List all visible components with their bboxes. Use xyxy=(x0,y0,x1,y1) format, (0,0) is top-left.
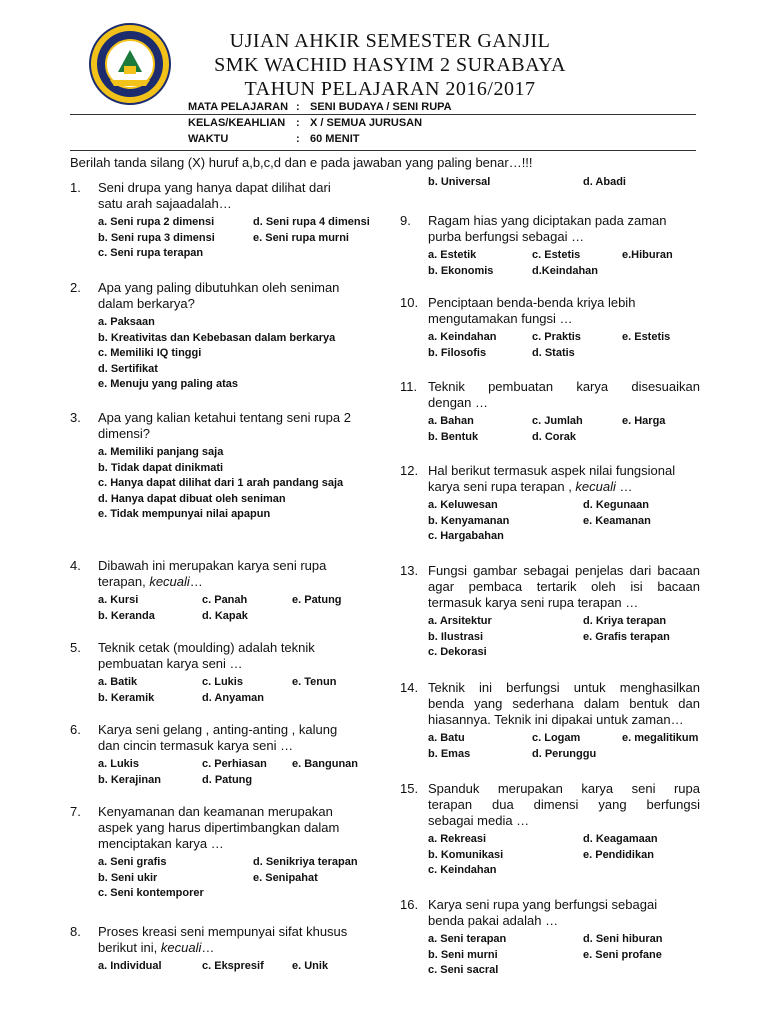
question-text: Seni drupa yang hanya dapat dilihat dari xyxy=(98,180,331,195)
question-text: Ragam hias yang diciptakan pada zaman xyxy=(428,213,667,228)
option-row xyxy=(98,691,370,707)
question xyxy=(70,558,370,624)
answer-option[interactable]: e. Bangunan xyxy=(292,758,359,770)
answer-option[interactable]: e. Harga xyxy=(622,415,666,427)
question xyxy=(400,781,700,879)
question-text: benda yang sederhana dalam bentuk dan xyxy=(428,696,700,711)
question-text: Spanduk merupakan karya seni rupa xyxy=(428,781,700,796)
answer-options xyxy=(98,855,370,902)
answer-options xyxy=(428,832,700,879)
option-row xyxy=(98,246,370,262)
answer-option[interactable]: c. Keindahan xyxy=(428,864,497,876)
question-number: 2. xyxy=(70,280,81,295)
question-text: sebagai media … xyxy=(428,813,530,828)
answer-option[interactable]: c. Seni sacral xyxy=(428,964,499,976)
answer-option[interactable]: c. Praktis xyxy=(532,331,581,343)
answer-option[interactable]: e. Tidak mempunyai nilai apapun xyxy=(98,508,271,520)
question xyxy=(400,563,700,661)
question-text: hiasannya. Teknik ini dipakai untuk zaman… xyxy=(428,712,684,727)
option-row xyxy=(98,215,370,231)
answer-option[interactable]: c. Jumlah xyxy=(532,415,583,427)
question-number: 9. xyxy=(400,213,411,228)
answer-option[interactable]: b. Kreativitas dan Kebebasan dalam berkarya xyxy=(98,331,336,344)
option-row xyxy=(428,645,700,661)
answer-option[interactable]: b. Kerajinan xyxy=(98,773,161,786)
question xyxy=(400,213,700,279)
answer-option[interactable]: c. Logam xyxy=(532,732,581,744)
question-number: 3. xyxy=(70,410,81,425)
school-logo xyxy=(88,22,172,106)
option-row xyxy=(98,461,370,477)
answer-option[interactable]: c. Dekorasi xyxy=(428,646,487,658)
option-row xyxy=(98,871,370,887)
question-number: 15. xyxy=(400,781,419,796)
question xyxy=(400,175,700,191)
answer-option[interactable]: c. Lukis xyxy=(202,676,243,688)
answer-option[interactable]: a. Bahan xyxy=(428,415,474,427)
option-row xyxy=(428,731,700,747)
option-row xyxy=(428,932,700,948)
answer-option[interactable]: a. Seni terapan xyxy=(428,933,507,945)
question-number: 16. xyxy=(400,897,419,912)
question-text: terapan dua dimensi yang berfungsi xyxy=(428,797,700,812)
question xyxy=(400,379,700,445)
answer-option[interactable]: d. Seni hiburan xyxy=(583,933,663,945)
option-row xyxy=(428,498,700,514)
answer-option[interactable]: a. Memiliki panjang saja xyxy=(98,446,224,458)
question-text: satu arah sajaadalah… xyxy=(98,196,232,211)
answer-option[interactable]: d. Kapak xyxy=(202,609,248,622)
option-row xyxy=(98,362,370,378)
option-row xyxy=(428,514,700,530)
question xyxy=(70,280,370,393)
answer-options xyxy=(98,959,370,975)
question xyxy=(70,722,370,788)
answer-option[interactable]: b. Keranda xyxy=(98,609,155,622)
answer-option[interactable]: e. megalitikum xyxy=(622,732,699,744)
question-text: pembuatan karya seni … xyxy=(98,656,243,671)
option-row xyxy=(428,414,700,430)
answer-option[interactable]: e. Pendidikan xyxy=(583,848,654,861)
question-text: Karya seni rupa yang berfungsi sebagai xyxy=(428,897,658,912)
question-text: termasuk karya seni rupa terapan … xyxy=(428,595,639,610)
answer-option[interactable]: b. Universal xyxy=(428,176,491,188)
answer-option[interactable]: a. Rekreasi xyxy=(428,833,487,845)
option-row xyxy=(98,346,370,362)
option-row xyxy=(428,948,700,964)
question-emphasis: kecuali xyxy=(149,574,190,589)
question-number: 6. xyxy=(70,722,81,737)
answer-options xyxy=(428,498,700,545)
answer-option[interactable]: c. Memiliki IQ tinggi xyxy=(98,347,202,359)
answer-option[interactable]: c. Hargabahan xyxy=(428,530,504,542)
answer-options xyxy=(98,675,370,706)
question xyxy=(70,180,370,262)
answer-option[interactable]: c. Ekspresif xyxy=(202,960,264,972)
answer-options xyxy=(98,445,370,523)
option-row xyxy=(428,832,700,848)
question-text: terapan, kecuali… xyxy=(98,574,203,589)
answer-option[interactable]: d. Abadi xyxy=(583,176,626,188)
answer-option[interactable]: b. Seni ukir xyxy=(98,871,158,884)
meta-sep: : xyxy=(296,133,300,145)
meta-time-label: WAKTU xyxy=(188,133,229,145)
option-row xyxy=(428,330,700,346)
answer-option[interactable]: d. Perunggu xyxy=(532,747,597,760)
answer-option[interactable]: c. Perhiasan xyxy=(202,758,267,770)
question-text: benda pakai adalah … xyxy=(428,913,559,928)
answer-options xyxy=(428,932,700,979)
question-text: Proses kreasi seni mempunyai sifat khusus xyxy=(98,924,348,939)
option-row xyxy=(428,863,700,879)
answer-option[interactable]: c. Seni kontemporer xyxy=(98,887,204,899)
answer-option[interactable]: e. Patung xyxy=(292,594,342,606)
answer-option[interactable]: b. Kenyamanan xyxy=(428,514,510,527)
school-name: SMK WACHID HASYIM 2 SURABAYA xyxy=(214,54,566,76)
answer-option[interactable]: a. Estetik xyxy=(428,249,477,261)
answer-option[interactable]: e. Grafis terapan xyxy=(583,630,670,643)
answer-option[interactable]: e.Hiburan xyxy=(622,249,673,261)
option-row xyxy=(98,855,370,871)
option-row xyxy=(98,886,370,902)
question-number: 14. xyxy=(400,680,419,695)
question-number: 8. xyxy=(70,924,81,939)
answer-options xyxy=(428,731,700,762)
question-text: Teknik cetak (moulding) adalah teknik xyxy=(98,640,315,655)
option-row xyxy=(98,377,370,393)
option-row xyxy=(98,445,370,461)
answer-option[interactable]: a. Lukis xyxy=(98,758,139,770)
answer-option[interactable]: a. Seni rupa 2 dimensi xyxy=(98,216,215,228)
answer-option[interactable]: a. Arsitektur xyxy=(428,615,492,627)
option-row xyxy=(428,614,700,630)
meta-class-label: KELAS/KEAHLIAN xyxy=(188,117,286,129)
option-row xyxy=(98,609,370,625)
question-text: dimensi? xyxy=(98,426,151,441)
question-number: 5. xyxy=(70,640,81,655)
option-row xyxy=(98,773,370,789)
meta-subject-value: SENI BUDAYA / SENI RUPA xyxy=(310,101,452,113)
question xyxy=(400,463,700,545)
question-text: dan cincin termasuk karya seni … xyxy=(98,738,294,753)
question xyxy=(400,295,700,361)
answer-option[interactable]: a. Seni grafis xyxy=(98,856,167,868)
answer-option[interactable]: d.Keindahan xyxy=(532,264,599,277)
answer-option[interactable]: e. Tenun xyxy=(292,676,337,688)
question-text: Penciptaan benda-benda kriya lebih xyxy=(428,295,636,310)
question xyxy=(70,640,370,706)
question xyxy=(70,804,370,902)
question xyxy=(400,680,700,762)
answer-option[interactable]: e. Senipahat xyxy=(253,871,318,884)
answer-option[interactable]: c. Estetis xyxy=(532,249,581,261)
option-row xyxy=(98,476,370,492)
question-number: 7. xyxy=(70,804,81,819)
meta-subject-label: MATA PELAJARAN xyxy=(188,101,289,113)
answer-options xyxy=(428,175,700,191)
answer-option[interactable]: d. Sertifikat xyxy=(98,362,158,375)
answer-option[interactable]: d. Kegunaan xyxy=(583,499,650,511)
divider xyxy=(70,150,696,151)
answer-option[interactable]: a. Individual xyxy=(98,960,162,972)
answer-options xyxy=(428,248,700,279)
question-number: 4. xyxy=(70,558,81,573)
answer-option[interactable]: d. Seni rupa 4 dimensi xyxy=(253,216,370,228)
answer-options xyxy=(428,414,700,445)
option-row xyxy=(98,315,370,331)
option-row xyxy=(428,430,700,446)
option-row xyxy=(428,175,700,191)
answer-option[interactable]: d. Patung xyxy=(202,773,253,786)
question-text: Teknik pembuatan karya disesuaikan xyxy=(428,379,700,394)
option-row xyxy=(98,959,370,975)
question-text: aspek yang harus dipertimbangkan dalam xyxy=(98,820,340,835)
question-text: Teknik ini berfungsi untuk menghasilkan xyxy=(428,680,700,695)
answer-option[interactable]: e. Seni rupa murni xyxy=(253,231,349,244)
question-text: menciptakan karya … xyxy=(98,836,224,851)
question-text: mengutamakan fungsi … xyxy=(428,311,573,326)
answer-options xyxy=(428,330,700,361)
option-row xyxy=(98,231,370,247)
question-number: 10. xyxy=(400,295,419,310)
answer-option[interactable]: d. Keagamaan xyxy=(583,833,658,845)
question-text: Hal berikut termasuk aspek nilai fungsional xyxy=(428,463,676,478)
answer-option[interactable]: b. Ilustrasi xyxy=(428,630,484,643)
answer-options xyxy=(428,614,700,661)
option-row xyxy=(428,848,700,864)
option-row xyxy=(428,747,700,763)
option-row xyxy=(428,529,700,545)
answer-option[interactable]: a. Paksaan xyxy=(98,316,155,328)
answer-option[interactable]: c. Panah xyxy=(202,594,248,606)
option-row xyxy=(428,630,700,646)
question-text: dengan … xyxy=(428,395,488,410)
answer-option[interactable]: a. Batik xyxy=(98,676,138,688)
option-row xyxy=(98,675,370,691)
question xyxy=(70,924,370,975)
question-text: purba berfungsi sebagai … xyxy=(428,229,585,244)
answer-option[interactable]: d. Statis xyxy=(532,346,575,359)
answer-option[interactable]: c. Hanya dapat dilihat dari 1 arah pandang saja xyxy=(98,477,344,489)
question-text: karya seni rupa terapan , kecuali … xyxy=(428,479,633,494)
answer-option[interactable]: e. Keamanan xyxy=(583,514,651,527)
answer-option[interactable]: e. Estetis xyxy=(622,331,671,343)
option-row xyxy=(428,346,700,362)
question-text: dalam berkarya? xyxy=(98,296,195,311)
answer-option[interactable]: b. Bentuk xyxy=(428,430,479,443)
instruction: Berilah tanda silang (X) huruf a,b,c,d dan e pada jawaban yang paling benar…!!! xyxy=(70,155,533,170)
answer-option[interactable]: a. Keluwesan xyxy=(428,499,498,511)
answer-option[interactable]: d. Hanya dapat dibuat oleh seniman xyxy=(98,492,286,505)
answer-option[interactable]: d. Anyaman xyxy=(202,691,264,704)
question-text: Fungsi gambar sebagai penjelas dari bacaan xyxy=(428,563,700,578)
option-row xyxy=(98,757,370,773)
answer-option[interactable]: c. Seni rupa terapan xyxy=(98,247,204,259)
answer-option[interactable]: b. Emas xyxy=(428,747,471,760)
question-text: Karya seni gelang , anting-anting , kalung xyxy=(98,722,338,737)
meta-sep: : xyxy=(296,101,300,113)
answer-option[interactable]: b. Seni rupa 3 dimensi xyxy=(98,231,215,244)
question-emphasis: kecuali xyxy=(160,940,202,955)
answer-option[interactable]: b. Seni murni xyxy=(428,948,498,961)
question-emphasis: kecuali xyxy=(575,479,616,494)
answer-options xyxy=(98,593,370,624)
question-text: Apa yang paling dibutuhkan oleh seniman xyxy=(98,280,340,295)
answer-options xyxy=(98,757,370,788)
option-row xyxy=(98,331,370,347)
question-text: Kenyamanan dan keamanan merupakan xyxy=(98,804,333,819)
question-number: 11. xyxy=(400,379,418,394)
answer-option[interactable]: d. Senikriya terapan xyxy=(253,856,358,868)
option-row xyxy=(428,248,700,264)
answer-option[interactable]: a. Batu xyxy=(428,732,465,744)
answer-options xyxy=(98,315,370,393)
answer-option[interactable]: d. Kriya terapan xyxy=(583,615,667,627)
answer-option[interactable]: a. Keindahan xyxy=(428,331,497,343)
exam-title: UJIAN AHKIR SEMESTER GANJIL xyxy=(229,30,551,52)
question-number: 13. xyxy=(400,563,419,578)
answer-option[interactable]: e. Unik xyxy=(292,960,329,972)
answer-option[interactable]: b. Tidak dapat dinikmati xyxy=(98,461,224,474)
academic-year: TAHUN PELAJARAN 2016/2017 xyxy=(244,78,536,100)
answer-option[interactable]: b. Ekonomis xyxy=(428,264,494,277)
option-row xyxy=(98,593,370,609)
question-text: Dibawah ini merupakan karya seni rupa xyxy=(98,558,327,573)
option-row xyxy=(428,264,700,280)
option-row xyxy=(98,507,370,523)
answer-option[interactable]: a. Kursi xyxy=(98,594,139,606)
meta-sep: : xyxy=(296,117,300,129)
meta-class-value: X / SEMUA JURUSAN xyxy=(310,117,423,129)
answer-option[interactable]: e. Seni profane xyxy=(583,948,662,961)
answer-option[interactable]: b. Komunikasi xyxy=(428,848,504,861)
meta-time-value: 60 MENIT xyxy=(310,133,360,145)
option-row xyxy=(428,963,700,979)
answer-option[interactable]: e. Menuju yang paling atas xyxy=(98,378,238,390)
answer-option[interactable]: b. Filosofis xyxy=(428,346,487,359)
question-number: 12. xyxy=(400,463,419,478)
divider xyxy=(70,114,696,115)
question-number: 1. xyxy=(70,180,81,195)
question xyxy=(400,897,700,979)
question xyxy=(70,410,370,523)
answer-options xyxy=(98,215,370,262)
question-text: Apa yang kalian ketahui tentang seni rupa 2 xyxy=(98,410,351,425)
question-text: berikut ini, kecuali… xyxy=(98,940,215,955)
question-text: agar pembaca tertarik oleh isi bacaan xyxy=(428,579,700,594)
answer-option[interactable]: b. Keramik xyxy=(98,691,155,704)
option-row xyxy=(98,492,370,508)
answer-option[interactable]: d. Corak xyxy=(532,430,577,443)
